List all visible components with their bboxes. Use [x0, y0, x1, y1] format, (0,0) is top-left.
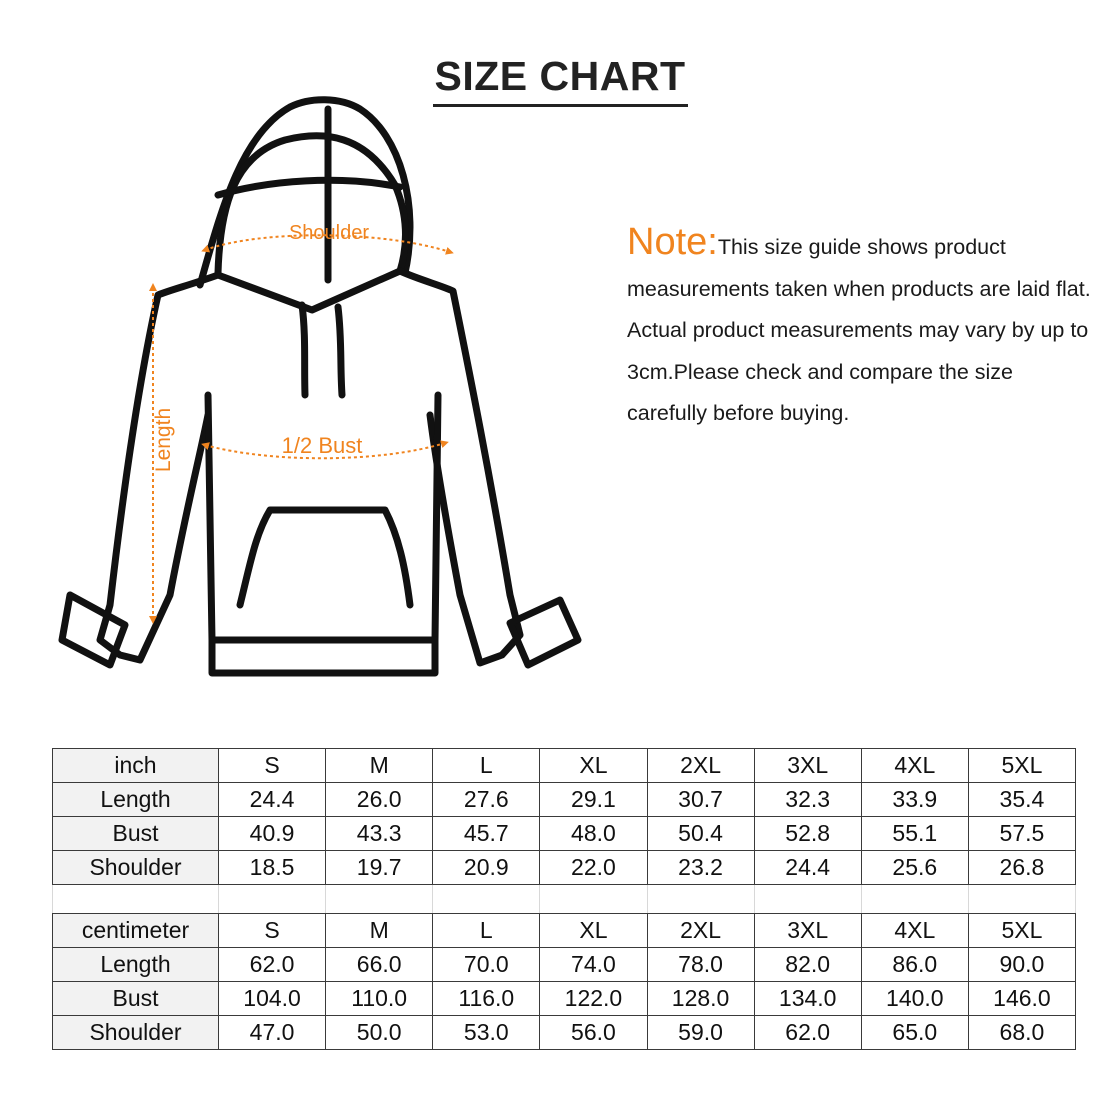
value-cell: 82.0 [754, 948, 861, 982]
value-cell: 26.0 [326, 783, 433, 817]
value-cell: 104.0 [219, 982, 326, 1016]
value-cell: 86.0 [861, 948, 968, 982]
value-cell: 45.7 [433, 817, 540, 851]
value-cell: 25.6 [861, 851, 968, 885]
value-cell: 33.9 [861, 783, 968, 817]
value-cell: 30.7 [647, 783, 754, 817]
value-cell: 53.0 [433, 1016, 540, 1050]
value-cell: 65.0 [861, 1016, 968, 1050]
value-cell: 18.5 [219, 851, 326, 885]
bust-measure [205, 433, 445, 458]
size-header-cell: L [433, 749, 540, 783]
value-cell: 26.8 [968, 851, 1075, 885]
note-text: This size guide shows product measurements taken when products are laid flat. Actual product measurements may vary by up to 3cm.Please check and compare the size carefully before buying. [627, 235, 1091, 425]
table-row [53, 982, 1076, 1016]
size-header-cell: 4XL [861, 749, 968, 783]
value-cell: 29.1 [540, 783, 647, 817]
size-header-cell: M [326, 749, 433, 783]
unit-header-cell: inch [53, 749, 219, 783]
size-header-cell: L [433, 914, 540, 948]
size-header-cell: S [219, 749, 326, 783]
row-label-cell: Bust [53, 982, 219, 1016]
size-header-cell: S [219, 914, 326, 948]
table-header-row [53, 914, 1076, 948]
size-header-cell: 3XL [754, 749, 861, 783]
value-cell: 55.1 [861, 817, 968, 851]
row-label-cell: Length [53, 783, 219, 817]
value-cell: 128.0 [647, 982, 754, 1016]
size-header-cell: 2XL [647, 914, 754, 948]
table-row [53, 817, 1076, 851]
value-cell: 66.0 [326, 948, 433, 982]
unit-header-cell: centimeter [53, 914, 219, 948]
value-cell: 35.4 [968, 783, 1075, 817]
size-table [52, 748, 1076, 1050]
page-title-text: SIZE CHART [433, 52, 688, 107]
size-header-cell: 2XL [647, 749, 754, 783]
value-cell: 24.4 [754, 851, 861, 885]
value-cell: 20.9 [433, 851, 540, 885]
value-cell: 52.8 [754, 817, 861, 851]
value-cell: 140.0 [861, 982, 968, 1016]
value-cell: 32.3 [754, 783, 861, 817]
row-label-cell: Bust [53, 817, 219, 851]
bust-label: 1/2 Bust [281, 433, 363, 458]
value-cell: 110.0 [326, 982, 433, 1016]
value-cell: 62.0 [754, 1016, 861, 1050]
gap-cell [433, 885, 540, 914]
value-cell: 122.0 [540, 982, 647, 1016]
gap-cell [647, 885, 754, 914]
value-cell: 24.4 [219, 783, 326, 817]
value-cell: 23.2 [647, 851, 754, 885]
gap-cell [540, 885, 647, 914]
size-header-cell: XL [540, 749, 647, 783]
value-cell: 57.5 [968, 817, 1075, 851]
value-cell: 22.0 [540, 851, 647, 885]
value-cell: 134.0 [754, 982, 861, 1016]
size-header-cell: M [326, 914, 433, 948]
note-block [627, 222, 1097, 435]
row-label-cell: Length [53, 948, 219, 982]
gap-cell [861, 885, 968, 914]
value-cell: 62.0 [219, 948, 326, 982]
value-cell: 56.0 [540, 1016, 647, 1050]
value-cell: 27.6 [433, 783, 540, 817]
gap-cell [968, 885, 1075, 914]
value-cell: 59.0 [647, 1016, 754, 1050]
size-header-cell: 5XL [968, 914, 1075, 948]
value-cell: 90.0 [968, 948, 1075, 982]
size-header-cell: 4XL [861, 914, 968, 948]
gap-cell [754, 885, 861, 914]
value-cell: 70.0 [433, 948, 540, 982]
value-cell: 40.9 [219, 817, 326, 851]
table-row [53, 948, 1076, 982]
value-cell: 50.0 [326, 1016, 433, 1050]
gap-cell [53, 885, 219, 914]
size-header-cell: 5XL [968, 749, 1075, 783]
value-cell: 50.4 [647, 817, 754, 851]
value-cell: 19.7 [326, 851, 433, 885]
table-gap-row [53, 885, 1076, 914]
value-cell: 48.0 [540, 817, 647, 851]
note-label: Note: [627, 221, 718, 263]
value-cell: 43.3 [326, 817, 433, 851]
row-label-cell: Shoulder [53, 1016, 219, 1050]
table-row [53, 1016, 1076, 1050]
row-label-cell: Shoulder [53, 851, 219, 885]
value-cell: 47.0 [219, 1016, 326, 1050]
hoodie-outline-icon [62, 100, 578, 673]
length-label: Length [152, 407, 175, 473]
table-row [53, 783, 1076, 817]
value-cell: 68.0 [968, 1016, 1075, 1050]
value-cell: 146.0 [968, 982, 1075, 1016]
size-header-cell: XL [540, 914, 647, 948]
hoodie-diagram [40, 95, 620, 695]
value-cell: 74.0 [540, 948, 647, 982]
gap-cell [326, 885, 433, 914]
shoulder-label: Shoulder [288, 222, 370, 244]
gap-cell [219, 885, 326, 914]
table-row [53, 851, 1076, 885]
table-header-row [53, 749, 1076, 783]
value-cell: 78.0 [647, 948, 754, 982]
size-header-cell: 3XL [754, 914, 861, 948]
value-cell: 116.0 [433, 982, 540, 1016]
